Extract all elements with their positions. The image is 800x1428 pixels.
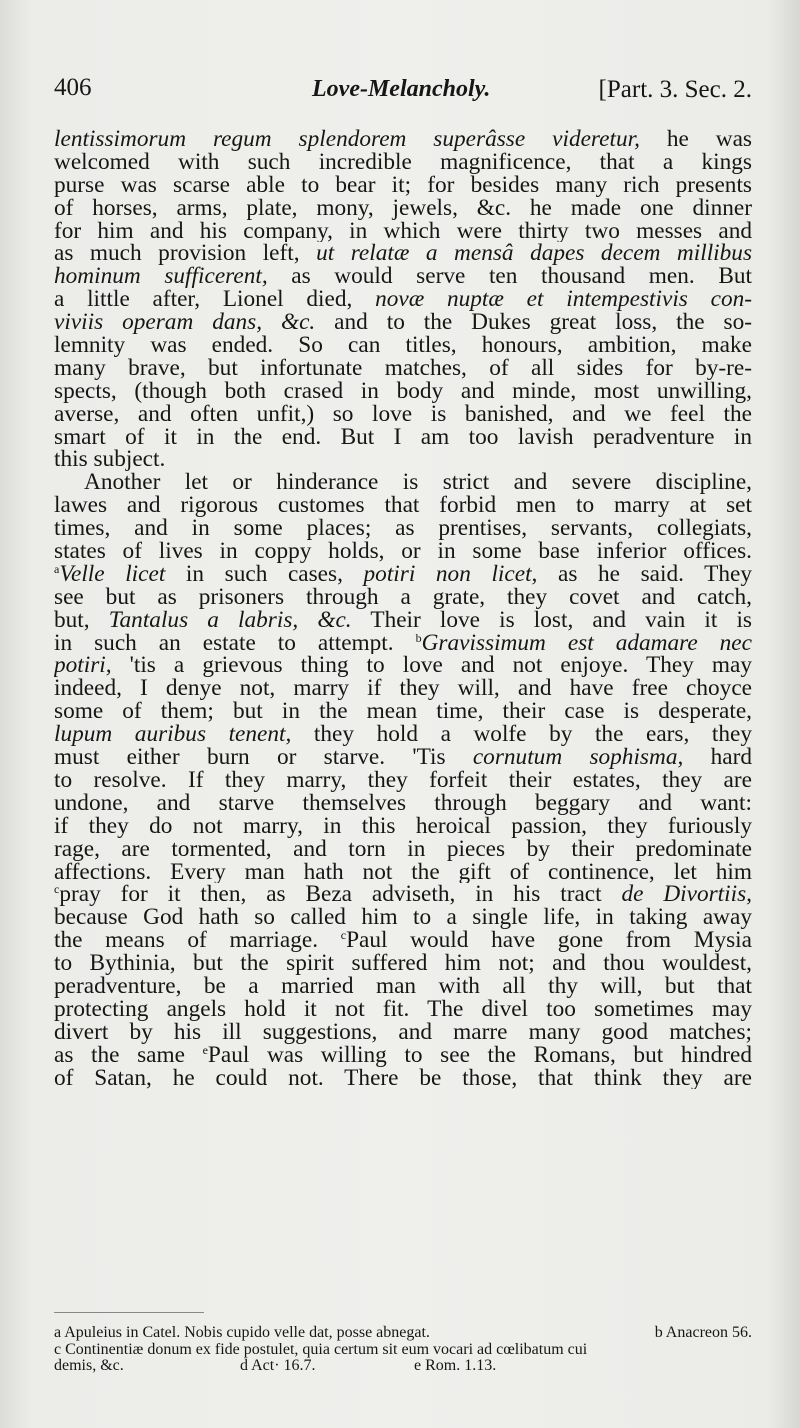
text-line: of horses, arms, plate, mony, jewels, &c. he made one dinner: [54, 196, 752, 220]
footnote-rule: [54, 1312, 204, 1313]
text-line: this subject.: [54, 448, 166, 472]
text-line: potiri, 'tis a grievous thing to love and not enjoye. They may: [54, 654, 752, 678]
text-line: the means of marriage. $^c$Paul would have gone from Mysia: [54, 929, 752, 953]
text-line: of Satan, he could not. There be those, that think they are: [54, 1066, 752, 1090]
text-line: as the same $^e$Paul was willing to see the Romans, but hindred: [54, 1043, 752, 1067]
text-line: welcomed with such incredible magnificence, that a kings: [54, 150, 752, 174]
text-line: $^a$Velle licet in such cases, potiri non licet, as he said. They: [54, 562, 752, 586]
text-line: indeed, I denye not, marry if they will, and have free choyce: [54, 677, 752, 701]
section-label: [Part. 3. Sec. 2.: [598, 76, 752, 103]
text-line: spects, (though both crased in body and minde, most unwilling,: [54, 379, 752, 403]
text-line: undone, and starve themselves through beggary and want:: [54, 791, 752, 815]
text-line: states of lives in coppy holds, or in some base inferior offices.: [54, 540, 752, 563]
text-line: Another let or hinderance is strict and severe discipline,: [84, 471, 752, 495]
footnote-marker: c: [54, 883, 60, 897]
footnote-line: [54, 1342, 752, 1359]
text-line: lentissimorum regum splendorem superâsse videretur, he was: [54, 128, 752, 151]
page-header: [54, 74, 754, 114]
text-line: smart of it in the end. But I am too lavish peradventure in: [54, 425, 752, 449]
text-line: see but as prisoners through a grate, they covet and catch,: [54, 585, 752, 609]
text-line: protecting angels hold it not fit. The divel too sometimes may: [54, 997, 752, 1021]
text-line: lawes and rigorous customes that forbid men to marry at set: [54, 494, 752, 518]
text-line: must either burn or starve. 'Tis cornutum sophisma, hard: [54, 746, 752, 769]
footnote-e: e Rom. 1.13.: [414, 1357, 497, 1374]
text-line: to resolve. If they marry, they forfeit their estates, they are: [54, 768, 752, 792]
running-title: Love-Melancholy.: [312, 76, 491, 102]
footnote-line: [54, 1325, 752, 1342]
text-line: if they do not marry, in this heroical passion, they furiously: [54, 814, 752, 838]
footnotes: [54, 1325, 752, 1375]
text-line: hominum sufficerent, as would serve ten thousand men. But: [54, 265, 752, 289]
footnote-b: b Anacreon 56.: [654, 1324, 752, 1341]
text-line: peradventure, be a married man with all thy will, but that: [54, 974, 752, 998]
text-line: viviis operam dans, &c. and to the Dukes great loss, the so-: [54, 311, 752, 335]
text-line: in such an estate to attempt. $^b$Gravissimum est adamare nec: [54, 631, 752, 655]
text-line: a little after, Lionel died, novæ nuptæ et intempestivis con-: [54, 288, 752, 312]
footnote-a: a Apuleius in Catel. Nobis cupido velle dat, posse abnegat.: [54, 1324, 430, 1341]
text-line: purse was scarse able to bear it; for besides many rich presents: [54, 173, 752, 197]
footnote-marker: b: [415, 631, 422, 645]
footnote-line: [54, 1358, 752, 1375]
text-line: lupum auribus tenent, they hold a wolfe by the ears, they: [54, 723, 752, 747]
text-line: times, and in some places; as prentises, servants, collegiats,: [54, 517, 752, 541]
text-line: $^c$pray for it then, as Beza adviseth, in his tract de Divortiis,: [54, 883, 752, 907]
footnote-marker: c: [340, 929, 347, 943]
text-line: to Bythinia, but the spirit suffered him not; and thou wouldest,: [54, 952, 752, 975]
text-line: some of them; but in the mean time, their case is desperate,: [54, 700, 752, 724]
page-number: 406: [54, 74, 92, 101]
text-line: as much provision left, ut relatæ a mensâ dapes decem millibus: [54, 242, 752, 266]
text-line: averse, and often unfit,) so love is banished, and we feel the: [54, 402, 752, 426]
text-line: but, Tantalus a labris, &c. Their love is lost, and vain it is: [54, 608, 752, 632]
text-line: affections. Every man hath not the gift of continence, let him: [54, 860, 752, 884]
footnote-d: d Act· 16.7.: [240, 1357, 316, 1374]
footnote-c: c Continentiæ donum ex fide postulet, quia certum sit eum vocari ad cœlibatum cui: [54, 1340, 588, 1358]
body-text: [54, 128, 752, 1089]
text-line: many brave, but infortunate matches, of all sides for by-re-: [54, 356, 752, 380]
footnote-c-cont: demis, &c.: [54, 1357, 124, 1374]
text-line: for him and his company, in which were thirty two messes and: [54, 219, 752, 243]
footnote-marker: e: [202, 1043, 208, 1057]
text-line: lemnity was ended. So can titles, honours, ambition, make: [54, 334, 752, 357]
text-line: divert by his ill suggestions, and marre many good matches;: [54, 1020, 752, 1044]
footnote-marker: a: [54, 562, 60, 576]
text-line: because God hath so called him to a single life, in taking away: [54, 906, 752, 930]
text-line: rage, are tormented, and torn in pieces by their predominate: [54, 837, 752, 861]
